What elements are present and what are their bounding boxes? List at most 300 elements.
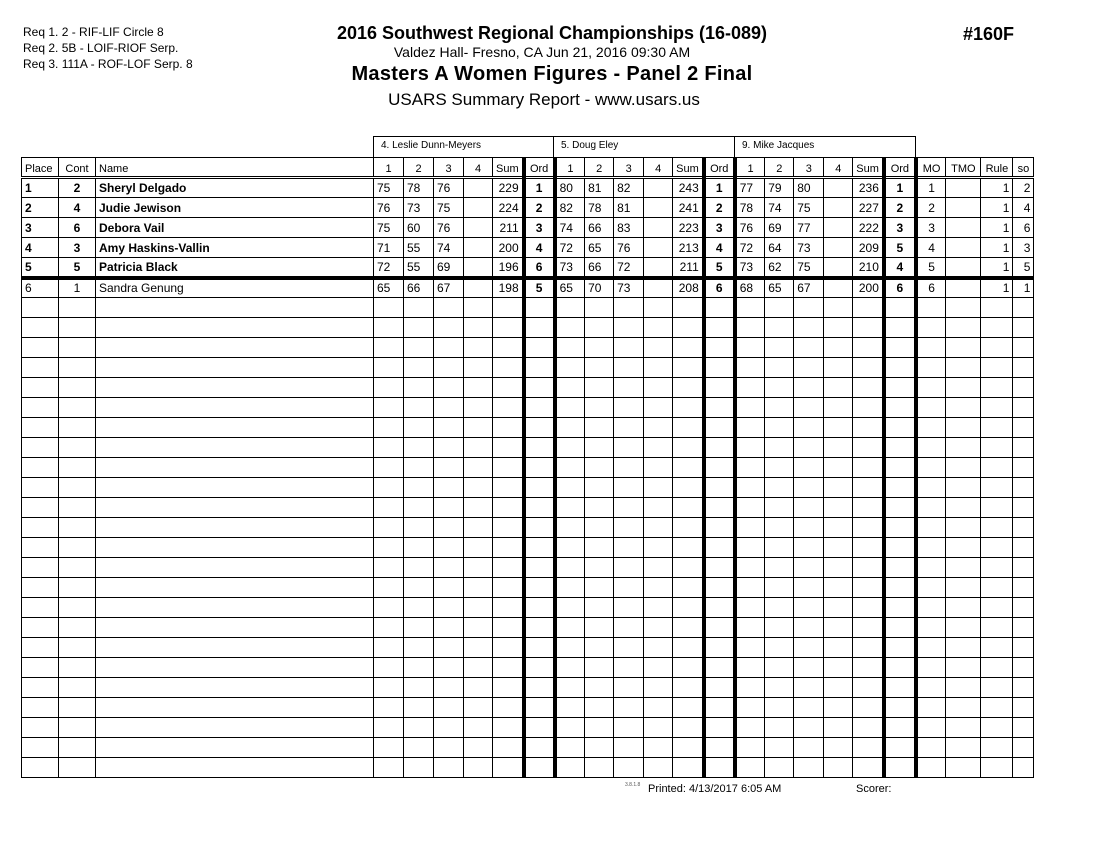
ord-cell: [704, 378, 735, 398]
mo-cell: [916, 478, 946, 498]
score-cell: [464, 438, 493, 458]
score-cell: [374, 638, 404, 658]
score-cell: [765, 298, 794, 318]
score-cell: 69: [434, 258, 464, 278]
so-cell: [1013, 438, 1034, 458]
score-cell: [735, 558, 765, 578]
score-cell: [404, 758, 434, 778]
mo-cell: [916, 378, 946, 398]
score-cell: [614, 378, 644, 398]
mo-cell: [916, 438, 946, 458]
name-cell: [96, 338, 374, 358]
score-cell: [464, 198, 493, 218]
score-cell: [404, 598, 434, 618]
place-cell: [22, 298, 59, 318]
sum-cell: [673, 358, 704, 378]
cont-cell: [59, 478, 96, 498]
ord-cell: [704, 518, 735, 538]
rule-cell: [981, 578, 1013, 598]
ord-cell: 4: [884, 258, 916, 278]
score-cell: 69: [765, 218, 794, 238]
col-j2-s1: 1: [555, 158, 585, 178]
score-cell: [555, 358, 585, 378]
score-cell: [765, 738, 794, 758]
cont-cell: [59, 698, 96, 718]
sum-cell: [673, 758, 704, 778]
ord-cell: [884, 418, 916, 438]
score-cell: [434, 358, 464, 378]
score-cell: [614, 418, 644, 438]
score-cell: [555, 298, 585, 318]
score-cell: [735, 318, 765, 338]
ord-cell: [704, 738, 735, 758]
score-cell: [765, 358, 794, 378]
sum-cell: 229: [493, 178, 524, 198]
sum-cell: [493, 438, 524, 458]
score-cell: [824, 278, 853, 298]
score-cell: [434, 378, 464, 398]
ord-cell: [704, 398, 735, 418]
name-cell: [96, 678, 374, 698]
score-cell: [644, 638, 673, 658]
score-cell: [644, 558, 673, 578]
sum-cell: [673, 598, 704, 618]
score-cell: 55: [404, 258, 434, 278]
score-cell: [404, 498, 434, 518]
score-cell: [374, 718, 404, 738]
score-cell: [644, 738, 673, 758]
score-cell: [614, 578, 644, 598]
rule-cell: [981, 518, 1013, 538]
score-cell: [555, 458, 585, 478]
score-cell: [735, 658, 765, 678]
version-label: 3.8.1.8: [625, 782, 641, 788]
sum-cell: [493, 398, 524, 418]
score-cell: [555, 758, 585, 778]
score-cell: [585, 578, 614, 598]
score-cell: [735, 338, 765, 358]
place-cell: [22, 418, 59, 438]
so-cell: 3: [1013, 238, 1034, 258]
score-cell: [735, 438, 765, 458]
rule-cell: [981, 678, 1013, 698]
score-cell: [824, 658, 853, 678]
category-title: Masters A Women Figures - Panel 2 Final: [351, 63, 753, 85]
score-cell: [794, 318, 824, 338]
mo-cell: 3: [916, 218, 946, 238]
score-cell: [555, 658, 585, 678]
tmo-cell: [946, 698, 981, 718]
sum-cell: 200: [853, 278, 884, 298]
score-cell: [374, 538, 404, 558]
score-cell: [765, 718, 794, 738]
score-cell: [585, 758, 614, 778]
sum-cell: 211: [673, 258, 704, 278]
rule-cell: [981, 398, 1013, 418]
rule-cell: [981, 598, 1013, 618]
rule-cell: [981, 318, 1013, 338]
score-cell: [434, 338, 464, 358]
so-cell: [1013, 478, 1034, 498]
mo-cell: [916, 498, 946, 518]
place-cell: [22, 338, 59, 358]
sum-cell: [493, 358, 524, 378]
tmo-cell: [946, 258, 981, 278]
score-cell: [404, 378, 434, 398]
score-cell: [464, 338, 493, 358]
score-cell: [614, 738, 644, 758]
ord-cell: [524, 318, 555, 338]
tmo-cell: [946, 238, 981, 258]
score-cell: [404, 418, 434, 438]
score-cell: [794, 438, 824, 458]
so-cell: [1013, 338, 1034, 358]
score-cell: 80: [555, 178, 585, 198]
score-cell: [824, 518, 853, 538]
rule-cell: [981, 418, 1013, 438]
score-cell: [585, 538, 614, 558]
score-cell: [374, 438, 404, 458]
ord-cell: [884, 298, 916, 318]
score-cell: [765, 338, 794, 358]
score-cell: [404, 678, 434, 698]
tmo-cell: [946, 758, 981, 778]
mo-cell: [916, 698, 946, 718]
col-j1-sum: Sum: [493, 158, 524, 178]
place-cell: [22, 478, 59, 498]
score-cell: [735, 298, 765, 318]
tmo-cell: [946, 558, 981, 578]
sum-cell: [493, 718, 524, 738]
sum-cell: [853, 638, 884, 658]
score-cell: [464, 458, 493, 478]
score-cell: [585, 558, 614, 578]
score-cell: [585, 438, 614, 458]
score-cell: [434, 298, 464, 318]
col-j3-s1: 1: [735, 158, 765, 178]
score-cell: [614, 718, 644, 738]
ord-cell: [884, 318, 916, 338]
rule-cell: [981, 438, 1013, 458]
score-cell: [555, 438, 585, 458]
score-cell: [464, 558, 493, 578]
header-row: [22, 158, 1034, 178]
score-cell: [464, 758, 493, 778]
tmo-cell: [946, 358, 981, 378]
score-cell: [404, 718, 434, 738]
ord-cell: [704, 698, 735, 718]
tmo-cell: [946, 278, 981, 298]
score-cell: [464, 678, 493, 698]
tmo-cell: [946, 538, 981, 558]
sum-cell: [673, 578, 704, 598]
score-cell: [765, 458, 794, 478]
name-cell: Sandra Genung: [96, 278, 374, 298]
score-cell: 72: [555, 238, 585, 258]
score-cell: [585, 618, 614, 638]
empty-row: [22, 738, 1034, 758]
ord-cell: [884, 638, 916, 658]
name-cell: [96, 518, 374, 538]
event-number: #160F: [963, 24, 1015, 44]
ord-cell: 2: [884, 198, 916, 218]
rule-cell: [981, 658, 1013, 678]
rule-cell: 1: [981, 198, 1013, 218]
score-cell: [585, 398, 614, 418]
score-cell: [434, 678, 464, 698]
score-cell: [464, 398, 493, 418]
cont-cell: 4: [59, 198, 96, 218]
ord-cell: [884, 518, 916, 538]
score-cell: [765, 398, 794, 418]
empty-row: [22, 658, 1034, 678]
ord-cell: 5: [704, 258, 735, 278]
mo-cell: [916, 538, 946, 558]
ord-cell: [704, 478, 735, 498]
sum-cell: [673, 618, 704, 638]
ord-cell: [704, 618, 735, 638]
cont-cell: [59, 578, 96, 598]
score-cell: [374, 458, 404, 478]
tmo-cell: [946, 518, 981, 538]
cont-cell: [59, 518, 96, 538]
tmo-cell: [946, 618, 981, 638]
score-cell: [614, 478, 644, 498]
cont-cell: [59, 538, 96, 558]
score-cell: 73: [735, 258, 765, 278]
sum-cell: [853, 498, 884, 518]
score-cell: [794, 698, 824, 718]
sum-cell: [673, 698, 704, 718]
score-cell: [374, 758, 404, 778]
sum-cell: [493, 458, 524, 478]
score-cell: [464, 418, 493, 438]
score-cell: [824, 238, 853, 258]
score-cell: 73: [404, 198, 434, 218]
score-cell: [644, 278, 673, 298]
place-cell: [22, 558, 59, 578]
mo-cell: [916, 458, 946, 478]
ord-cell: [884, 478, 916, 498]
sum-cell: [853, 758, 884, 778]
score-cell: [765, 578, 794, 598]
cont-cell: 5: [59, 258, 96, 278]
score-cell: 76: [374, 198, 404, 218]
ord-cell: [704, 678, 735, 698]
score-cell: [555, 618, 585, 638]
score-cell: [824, 178, 853, 198]
score-cell: 73: [794, 238, 824, 258]
ord-cell: 4: [704, 238, 735, 258]
place-cell: 2: [22, 198, 59, 218]
empty-row: [22, 678, 1034, 698]
score-cell: [374, 518, 404, 538]
sum-cell: 227: [853, 198, 884, 218]
sum-cell: [673, 738, 704, 758]
score-cell: 64: [765, 238, 794, 258]
ord-cell: [704, 758, 735, 778]
cont-cell: 2: [59, 178, 96, 198]
so-cell: [1013, 638, 1034, 658]
ord-cell: 6: [704, 278, 735, 298]
score-cell: [404, 558, 434, 578]
score-cell: [644, 718, 673, 738]
table-row: [22, 218, 1034, 238]
place-cell: 6: [22, 278, 59, 298]
place-cell: [22, 358, 59, 378]
score-cell: 65: [585, 238, 614, 258]
empty-row: [22, 298, 1034, 318]
sum-cell: [493, 478, 524, 498]
score-cell: [374, 738, 404, 758]
rule-cell: [981, 538, 1013, 558]
sum-cell: [493, 578, 524, 598]
sum-cell: [853, 538, 884, 558]
score-cell: [555, 738, 585, 758]
tmo-cell: [946, 418, 981, 438]
rule-cell: [981, 358, 1013, 378]
score-cell: [824, 738, 853, 758]
mo-cell: [916, 518, 946, 538]
score-cell: [434, 558, 464, 578]
sum-cell: 241: [673, 198, 704, 218]
score-cell: [555, 638, 585, 658]
cont-cell: 1: [59, 278, 96, 298]
ord-cell: [524, 478, 555, 498]
rule-cell: [981, 738, 1013, 758]
score-cell: 78: [585, 198, 614, 218]
ord-cell: [884, 558, 916, 578]
score-cell: [824, 558, 853, 578]
score-cell: [434, 478, 464, 498]
ord-cell: [524, 438, 555, 458]
score-cell: [374, 358, 404, 378]
score-cell: [644, 378, 673, 398]
score-cell: [464, 658, 493, 678]
ord-cell: 3: [704, 218, 735, 238]
empty-row: [22, 698, 1034, 718]
score-cell: [404, 578, 434, 598]
ord-cell: [524, 638, 555, 658]
name-cell: [96, 558, 374, 578]
venue-line: Valdez Hall- Fresno, CA Jun 21, 2016 09:30 AM: [393, 44, 691, 60]
so-cell: [1013, 558, 1034, 578]
score-cell: 68: [735, 278, 765, 298]
score-cell: [644, 538, 673, 558]
table-row: [22, 178, 1034, 198]
sum-cell: [493, 498, 524, 518]
empty-row: [22, 578, 1034, 598]
score-cell: [824, 758, 853, 778]
score-cell: [434, 538, 464, 558]
score-cell: [765, 678, 794, 698]
mo-cell: [916, 598, 946, 618]
so-cell: [1013, 758, 1034, 778]
score-cell: [644, 518, 673, 538]
score-cell: [585, 678, 614, 698]
ord-cell: [704, 298, 735, 318]
score-cell: [794, 718, 824, 738]
sum-cell: 200: [493, 238, 524, 258]
so-cell: [1013, 578, 1034, 598]
ord-cell: 5: [524, 278, 555, 298]
score-cell: 62: [765, 258, 794, 278]
ord-cell: [524, 678, 555, 698]
score-cell: [765, 518, 794, 538]
mo-cell: [916, 338, 946, 358]
sum-cell: [673, 298, 704, 318]
score-cell: [735, 398, 765, 418]
score-cell: [765, 538, 794, 558]
score-cell: 83: [614, 218, 644, 238]
name-cell: [96, 738, 374, 758]
empty-row: [22, 718, 1034, 738]
score-cell: [374, 378, 404, 398]
score-cell: [794, 678, 824, 698]
empty-row: [22, 458, 1034, 478]
empty-row: [22, 418, 1034, 438]
ord-cell: 6: [524, 258, 555, 278]
name-cell: [96, 318, 374, 338]
sum-cell: [493, 558, 524, 578]
score-cell: [374, 498, 404, 518]
table-row: [22, 198, 1034, 218]
sum-cell: [853, 398, 884, 418]
score-cell: [614, 318, 644, 338]
tmo-cell: [946, 718, 981, 738]
score-cell: 77: [794, 218, 824, 238]
ord-cell: [524, 458, 555, 478]
so-cell: [1013, 498, 1034, 518]
sum-cell: [673, 398, 704, 418]
ord-cell: [884, 498, 916, 518]
score-cell: [824, 218, 853, 238]
rule-cell: [981, 298, 1013, 318]
score-cell: [735, 418, 765, 438]
score-cell: [735, 698, 765, 718]
score-cell: [824, 418, 853, 438]
cont-cell: [59, 418, 96, 438]
score-cell: [614, 338, 644, 358]
score-cell: [644, 618, 673, 638]
ord-cell: 6: [884, 278, 916, 298]
score-cell: [794, 738, 824, 758]
sum-cell: [853, 418, 884, 438]
place-cell: [22, 598, 59, 618]
score-cell: [614, 638, 644, 658]
score-cell: [824, 258, 853, 278]
score-cell: [555, 378, 585, 398]
table-row: [22, 258, 1034, 278]
col-mo: MO: [916, 158, 946, 178]
empty-row: [22, 538, 1034, 558]
score-cell: [585, 378, 614, 398]
score-cell: [464, 178, 493, 198]
tmo-cell: [946, 378, 981, 398]
ord-cell: [884, 438, 916, 458]
score-cell: [464, 278, 493, 298]
so-cell: [1013, 698, 1034, 718]
score-cell: 75: [374, 178, 404, 198]
score-cell: 72: [735, 238, 765, 258]
score-cell: [735, 538, 765, 558]
sum-cell: [673, 338, 704, 358]
col-j2-s4: 4: [644, 158, 673, 178]
ord-cell: [884, 378, 916, 398]
cont-cell: [59, 678, 96, 698]
score-cell: [464, 378, 493, 398]
score-cell: 65: [374, 278, 404, 298]
